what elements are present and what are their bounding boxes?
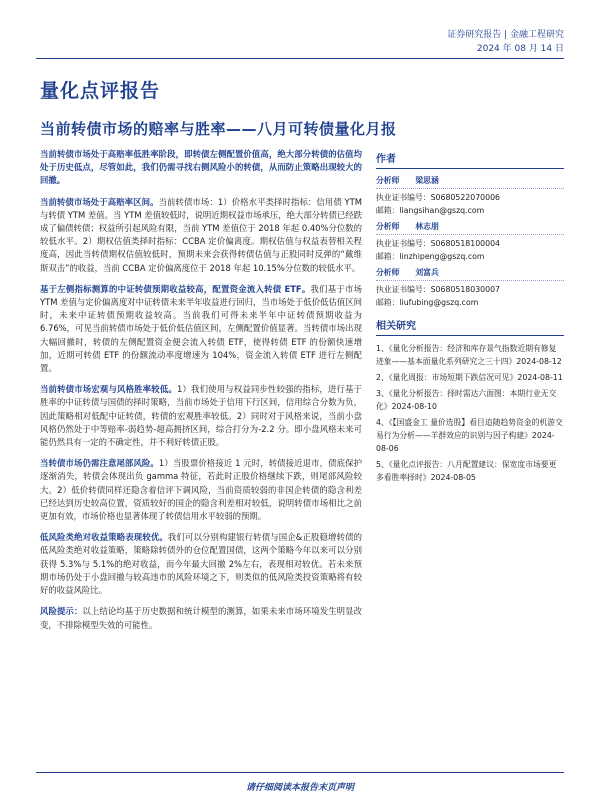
paragraph-2-text: 当前转债市场：1）价格水平类择时指标：信用债 YTM 与转债 YTM 差值。当 YTM 差值较低时，说明近期权益市场承压，绝大部分转债已经跌成了偏债转债；权益所引起风险有限，当前 YTM 差值位于 2018 年起 0.40%分位数的较低水平。2）期权估值类择时指标：CCBA 定价偏离度。期权估值与权益表替相关程度高，因此当转债期权估值较低时，预期未来会获得转债估值与正股同时反弹的“戴维斯双击”的收益，当前 CCBA 定价偏离度位于 2018 年起 10.15%分位数的较低水平。 <box>40 196 362 273</box>
analyst-email[interactable]: 邮箱：linzhipeng@gszq.com <box>376 252 485 261</box>
report-type: 量化点评报告 <box>40 80 161 102</box>
summary-lead: 当前转债市场处于高赔率低胜率阶段，即转债左侧配置价值高，绝大部分转债的估值均处于历史低点，尽管如此，我们仍需寻找右侧风险小的转债，从而防止策略出现较大的回撤。 <box>40 149 362 186</box>
report-date: 2024 年 08 月 14 日 <box>476 44 564 54</box>
summary-paragraph-3 <box>40 283 362 375</box>
analyst-name: 林志朋 <box>415 222 439 231</box>
footer-disclaimer: 请仔细阅读本报告末页声明 <box>245 783 354 793</box>
summary-paragraph-6 <box>40 531 362 597</box>
analyst-license: 执业证书编号：S0680518030007 <box>376 285 501 294</box>
analyst-card <box>376 175 564 217</box>
analyst-role: 分析师 <box>376 268 400 277</box>
risk-warning-heading: 风险提示： <box>40 606 83 617</box>
related-item[interactable]: 5、《量化点评报告：八月配置建议：保宽度市场要更多看胜率择时》2024-08-05 <box>376 460 557 482</box>
report-header <box>447 28 564 56</box>
analyst-email[interactable]: 邮箱：liangsihan@gszq.com <box>376 206 485 215</box>
paragraph-4-text: 1）我们使用与权益同步性较强的指标，进行基于胜率的中证转债与国债的择时策略，当前市场处于信用下行区间，信用综合分数为负，因此策略相对低配中证转债，转债的宏观胜率较低。2）同时对于风格来说，当前小盘风格仍然处于中等赔率-弱趋势-超高拥挤区间，综合打分为-2.2 分。即小盘风格未来可能仍然具有一定的不确定性，并不利好转债正股。 <box>40 384 363 448</box>
paragraph-3-text: 我们基于市场 YTM 差值与定价偏离度对中证转债未来半年收益进行回归，当市场处于低价低估值区间时，未来中证转债预期收益较高。当前我们可得未来半年中证转债预期收益为 6.76%，可见当前转债市场处于低价低估值区间，左侧配置价值显著。当转债市场出现大幅回撤时，转债的左侧配置资金便会流入转债 ETF，使得转债 ETF 的份额快速增加，近期可转债 ETF 的份额流动率度增速为 104%，资金流入转债 ETF 进行左侧配置。 <box>40 283 363 374</box>
risk-warning <box>40 605 362 631</box>
analyst-license: 执业证书编号：S0680522070006 <box>376 193 501 202</box>
related-item[interactable]: 3、《量化分析报告：择时需达六面图：本期行业无交化》2024-08-10 <box>376 389 557 411</box>
analyst-name: 刘富兵 <box>415 268 439 277</box>
paragraph-3-heading: 基于左侧指标测算的中证转债预期收益较高，配置资金流入转债 ETF。 <box>40 283 311 294</box>
analyst-email[interactable]: 邮箱：liufubing@gszq.com <box>376 298 479 307</box>
paragraph-2-heading: 当前转债市场处于高赔率区间。 <box>40 196 159 207</box>
report-category: 证券研究报告 | 金融工程研究 <box>447 30 564 40</box>
analyst-name: 梁思涵 <box>415 176 439 185</box>
authors-title: 作者 <box>376 150 564 169</box>
sidebar <box>376 150 564 487</box>
paragraph-5-text: 1）当股票价格接近 1 元时，转债接近退市，债底保护逐渐消失，转债会体现出负 gamma 特征，若此时正股价格继续下跌，则尾部风险较大。2）低价转债同样还隐含着信评下调风险，当前资质较弱的非国企转债的隐含利差已经达到历史较高位置，资质较好的国企的隐含利差相对较低，说明转债市场相比之前更加有效，市场价格也显著体现了转债信用水平较弱的预期。 <box>40 458 363 522</box>
related-item[interactable]: 4、《【国盛金工 量价选股】看目追随趋势资金的机游交易行为分析——羊群效应的识别与因子构建》2024-08-06 <box>376 418 563 453</box>
paragraph-6-text: 我们可以分别构建银行转债与国企&正股稳增转债的低风险类绝对收益策略，策略除转债外的仓位配置国债，这两个策略今年以来可以分别获得 5.3%与 5.1%的绝对收益，而今年最大回撤 2%左右，表现相对较优。若未来预期市场仍处于小盘回撤与较高违市的风险环境之下，则类似的低风险类投资策略将有较好的收益风险比。 <box>40 532 363 596</box>
risk-warning-text: 以上结论均基于历史数据和统计模型的测算，如果未来市场环境发生明显改变，不排除模型失效的可能性。 <box>40 606 363 630</box>
analyst-role: 分析师 <box>376 222 400 231</box>
analyst-card <box>376 267 564 309</box>
analyst-license: 执业证书编号：S0680518100004 <box>376 239 501 248</box>
summary-paragraph-1 <box>40 148 362 188</box>
page-title: 当前转债市场的赔率与胜率——八月可转债量化月报 <box>40 120 397 138</box>
related-item[interactable]: 2、《量化周报：市场短期下跌信况可见》2024-08-11 <box>376 373 563 382</box>
analyst-role: 分析师 <box>376 176 400 185</box>
summary-body <box>40 148 362 640</box>
header-divider <box>36 58 564 59</box>
analyst-card <box>376 221 564 263</box>
summary-paragraph-4 <box>40 383 362 449</box>
paragraph-4-heading: 当前转债市场宏观与风格胜率较低。 <box>40 384 177 395</box>
related-research <box>376 317 564 484</box>
paragraph-6-heading: 低风险类绝对收益策略表现较优。 <box>40 532 168 543</box>
summary-paragraph-2 <box>40 196 362 275</box>
paragraph-5-heading: 当转债市场仍需注意尾部风险。 <box>40 458 159 469</box>
summary-paragraph-5 <box>40 457 362 523</box>
footer-divider <box>36 772 564 773</box>
related-item[interactable]: 1、《量化分析报告：经济和库存景气指数近期有修复迹象——基本面量化系列研究之三十四》2024-08-12 <box>376 344 562 366</box>
related-title: 相关研究 <box>376 317 564 336</box>
